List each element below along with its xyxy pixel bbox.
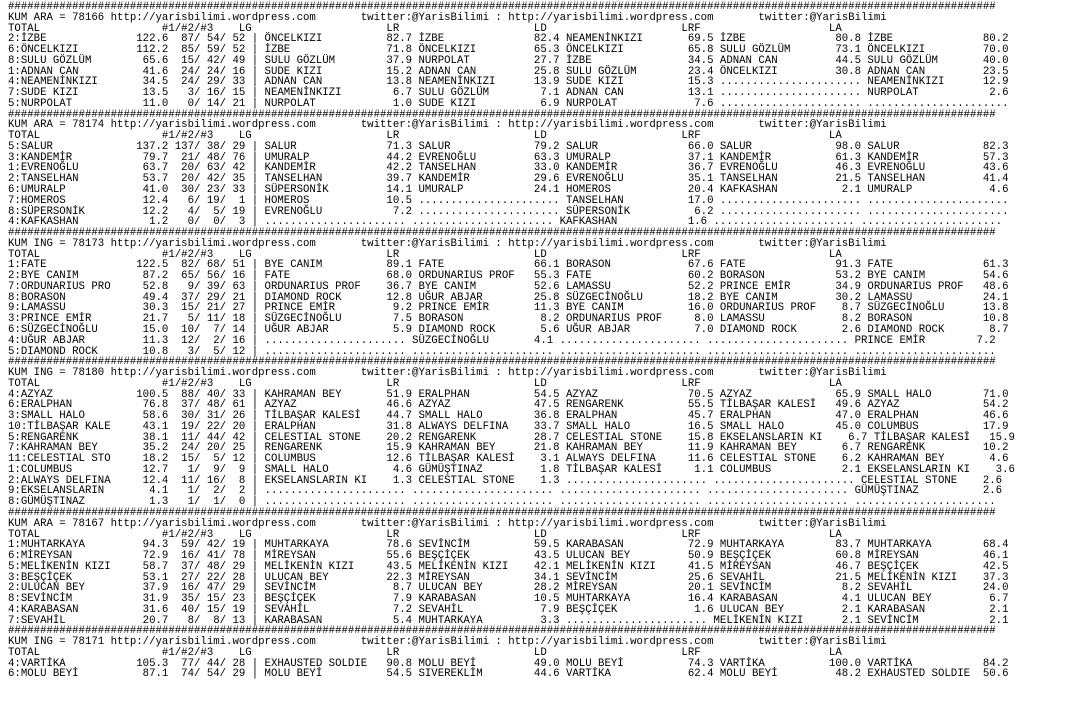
horse-row: 10:TİLBAŞAR KALE 43.1 19/ 22/ 20 | ERALPHAN 31.8 ALWAYS DELFINA 33.7 SMALL HALO 16.5 SMALL HALO 45.0 COLUMBUS 17.9 xyxy=(8,420,1009,433)
separator-line: ########################################################################################################################################################## xyxy=(8,1,996,13)
horse-row: 6:MİREYSAN 72.9 16/ 41/ 78 | MİREYSAN 55.6 BEŞÇİÇEK 43.5 ULUCAN BEY 50.9 BEŞÇİÇEK 60.8 MİREYSAN 46.1 xyxy=(8,550,1009,563)
horse-row: 7:HOMEROS 12.4 6/ 19/ 1 | HOMEROS 10.5 ...................... TANSELHAN 17.0 ...................... ...................... xyxy=(8,194,1009,207)
separator-line: ########################################################################################################################################################## xyxy=(8,227,996,240)
horse-row: 1:ADNAN CAN 41.6 24/ 24/ 16 | SUDE KIZI 15.2 ADNAN CAN 25.8 SULU GÖZLÜM 23.4 ÖNCELKIZI 30.8 ADNAN CAN 23.5 xyxy=(8,65,1009,78)
horse-row: 9:LAMASSU 30.3 15/ 21/ 27 | PRINCE EMİR 9.2 PRINCE EMİR 11.3 BYE CANIM 16.0 ORDUNARIUS PROF 8.7 SÜZGECİNOĞLU 13.8 xyxy=(8,302,1009,315)
race-stats-sheet xyxy=(8,2,1015,680)
horse-row: 2:ALWAYS DELFINA 12.4 11/ 16/ 8 | EKSELANSLARIN KI 1.3 CELESTIAL STONE 1.3 ...................... ...................... CELESTIAL STONE 2.6 xyxy=(8,474,1003,487)
race-header-line: KUM ING = 78171 http://yarisbilimi.wordpress.com twitter:@YarisBilimi : http://yarisbilimi.wordpress.com twitter:@YarisBilimi xyxy=(8,636,887,649)
horse-row: 7:KAHRAMAN BEY 35.2 24/ 20/ 25 | RENGARENK 15.9 KAHRAMAN BEY 21.8 KAHRAMAN BEY 11.9 KAHRAMAN BEY 6.7 RENGARENK 10.2 xyxy=(8,442,1009,455)
horse-row: 2:TANSELHAN 53.7 20/ 42/ 35 | TANSELHAN 39.7 KANDEMİR 29.6 EVRENOĞLU 35.1 TANSELHAN 21.5 TANSELHAN 41.4 xyxy=(8,173,1009,186)
race-header-line: KUM ARA = 78166 http://yarisbilimi.wordpress.com twitter:@YarisBilimi : http://yarisbilimi.wordpress.com twitter:@YarisBilimi xyxy=(8,11,887,24)
horse-row: 2:İZBE 122.6 87/ 54/ 52 | ÖNCELKIZI 82.7 İZBE 82.4 NEAMENİNKIZI 69.5 İZBE 80.8 İZBE 80.2 xyxy=(8,33,1009,46)
horse-row: 8:GÜMÜŞTINAZ 1.3 1/ 1/ 0 | ...................... ...................... ...................... ...................... ...................... xyxy=(8,496,996,509)
horse-row: 5:MELİKENİN KIZI 58.7 37/ 48/ 29 | MELİKENİN KIZI 43.5 MELİKENİN KIZI 42.1 MELİKENİN KIZI 41.5 MİREYSAN 46.7 BEŞÇİÇEK 42.5 xyxy=(8,560,1009,573)
separator-line: ########################################################################################################################################################## xyxy=(8,108,996,121)
separator-line: ########################################################################################################################################################## xyxy=(8,356,996,369)
horse-row: 4:VARTİKA 105.3 77/ 44/ 28 | EXHAUSTED SOLDIE 90.8 MOLU BEYİ 49.0 MOLU BEYİ 74.3 VARTİKA 100.0 VARTİKA 84.2 xyxy=(8,657,1009,670)
horse-row: 7:SEVAHİL 20.7 8/ 8/ 13 | KARABASAN 5.4 MUHTARKAYA 3.3 ...................... MELİKENİN KIZI 2.1 SEVİNCİM 2.1 xyxy=(8,614,1009,627)
column-header-line: TOTAL #1/#2/#3 LG LR LD LRF LA xyxy=(8,22,842,35)
horse-row: 6:UMURALP 41.0 30/ 23/ 33 | SÜPERSONİK 14.1 UMURALP 24.1 HOMEROS 20.4 KAFKASHAN 2.1 UMURALP 4.6 xyxy=(8,184,1009,197)
horse-row: 4:KARABASAN 31.6 40/ 15/ 19 | SEVAHİL 7.2 SEVAHİL 7.9 BEŞÇİÇEK 1.6 ULUCAN BEY 2.1 KARABASAN 2.1 xyxy=(8,603,1009,616)
horse-row: 2:BYE CANIM 87.2 65/ 56/ 16 | FATE 68.0 ORDUNARIUS PROF 55.3 FATE 60.2 BORASON 53.2 BYE CANIM 54.6 xyxy=(8,270,1009,283)
horse-row: 1:COLUMBUS 12.7 1/ 9/ 9 | SMALL HALO 4.6 GÜMÜŞTINAZ 1.8 TİLBAŞAR KALESİ 1.1 COLUMBUS 2.1 EKSELANSLARIN KI 3.6 xyxy=(8,463,1015,476)
horse-row: 6:ÖNCELKIZI 112.2 85/ 59/ 52 | İZBE 71.8 ÖNCELKIZI 65.3 ÖNCELKIZI 65.8 SULU GÖZLÜM 73.1 ÖNCELKIZI 70.0 xyxy=(8,44,1009,57)
horse-row: 7:SUDE KIZI 13.5 3/ 16/ 15 | NEAMENİNKIZI 6.7 SULU GÖZLÜM 7.1 ADNAN CAN 13.1 ...................... NURPOLAT 2.6 xyxy=(8,87,1009,100)
separator-line: ########################################################################################################################################################## xyxy=(8,506,996,519)
horse-row: 9:EKSELANSLARIN 4.1 1/ 2/ 2 | ...................... ...................... ...................... ...................... GÜMÜŞTINAZ 2.6 xyxy=(8,485,1003,498)
horse-row: 1:FATE 122.5 82/ 68/ 51 | BYE CANIM 89.1 FATE 66.1 BORASON 67.6 FATE 91.3 FATE 61.3 xyxy=(8,259,1009,272)
horse-row: 8:BORASON 49.4 37/ 29/ 21 | DIAMOND ROCK 12.8 UĞUR ABJAR 25.8 SÜZGECİNOĞLU 18.2 BYE CANIM 30.2 LAMASSU 24.1 xyxy=(8,291,1009,304)
horse-row: 5:RENGARENK 38.1 11/ 44/ 42 | CELESTIAL STONE 20.2 RENGARENK 28.7 CELESTIAL STONE 15.8 EKSELANSLARIN KI 6.7 TİLBAŞAR KALESİ 15.9 xyxy=(8,431,1015,444)
separator-line: ########################################################################################################################################################## xyxy=(8,625,996,638)
horse-row: 6:MOLU BEYİ 87.1 74/ 54/ 29 | MOLU BEYİ 54.5 SIVEREKLİM 44.6 VARTİKA 62.4 MOLU BEYİ 48.2 EXHAUSTED SOLDIE 50.6 xyxy=(8,668,1009,681)
horse-row: 3:KANDEMİR 79.7 21/ 48/ 76 | UMURALP 44.2 EVRENOĞLU 63.3 UMURALP 37.1 KANDEMİR 61.3 KANDEMİR 57.3 xyxy=(8,151,1009,164)
horse-row: 3:PRINCE EMİR 21.7 5/ 11/ 18 | SÜZGECİNOĞLU 7.5 BORASON 8.2 ORDUNARIUS PROF 8.0 LAMASSU 8.2 BORASON 10.8 xyxy=(8,313,1009,326)
horse-row: 5:NURPOLAT 11.0 0/ 14/ 21 | NURPOLAT 1.0 SUDE KIZI 6.9 NURPOLAT 7.6 ...................... ...................... xyxy=(8,97,1009,110)
race-header-line: KUM ING = 78180 http://yarisbilimi.wordpress.com twitter:@YarisBilimi : http://yarisbilimi.wordpress.com twitter:@YarisBilimi xyxy=(8,367,887,380)
horse-row: 8:SEVİNCİM 31.9 35/ 15/ 23 | BEŞÇİÇEK 7.9 KARABASAN 10.5 MUHTARKAYA 16.4 KARABASAN 4.1 ULUCAN BEY 6.7 xyxy=(8,593,1009,606)
horse-row: 5:DIAMOND ROCK 10.8 3/ 5/ 12 | ...................... ...................... ...................... ...................... ...................... xyxy=(8,345,996,358)
horse-row: 1:EVRENOĞLU 63.7 20/ 63/ 42 | KANDEMİR 42.2 TANSELHAN 33.0 KANDEMİR 36.7 EVRENOĞLU 46.3 EVRENOĞLU 43.6 xyxy=(8,162,1009,175)
race-header-line: KUM ARA = 78167 http://yarisbilimi.wordpress.com twitter:@YarisBilimi : http://yarisbilimi.wordpress.com twitter:@YarisBilimi xyxy=(8,517,887,530)
horse-row: 8:SULU GÖZLÜM 65.6 15/ 42/ 49 | SULU GÖZLÜM 37.9 NURPOLAT 27.7 İZBE 34.5 ADNAN CAN 44.5 SULU GÖZLÜM 40.0 xyxy=(8,54,1009,67)
race-header-line: KUM ING = 78173 http://yarisbilimi.wordpress.com twitter:@YarisBilimi : http://yarisbilimi.wordpress.com twitter:@YarisBilimi xyxy=(8,237,887,250)
column-header-line: TOTAL #1/#2/#3 LG LR LD LRF LA xyxy=(8,377,842,390)
horse-row: 4:UĞUR ABJAR 11.3 12/ 2/ 16 | ...................... SÜZGECİNOĞLU 4.1 ...................... ...................... PRINCE EMİR 7.2 xyxy=(8,334,996,347)
column-header-line: TOTAL #1/#2/#3 LG LR LD LRF LA xyxy=(8,130,842,143)
horse-row: 7:ORDUNARIUS PRO 52.8 9/ 39/ 63 | ORDUNARIUS PROF 36.7 BYE CANIM 52.6 LAMASSU 52.2 PRINCE EMİR 34.9 ORDUNARIUS PROF 48.6 xyxy=(8,280,1009,293)
race-header-line: KUM ARA = 78174 http://yarisbilimi.wordpress.com twitter:@YarisBilimi : http://yarisbilimi.wordpress.com twitter:@YarisBilimi xyxy=(8,119,887,132)
horse-row: 3:BEŞÇİÇEK 53.1 27/ 22/ 28 | ULUCAN BEY 22.3 MİREYSAN 34.1 SEVİNCİM 25.6 SEVAHİL 21.5 MELİKENİN KIZI 37.3 xyxy=(8,571,1009,584)
horse-row: 6:SÜZGECİNOĞLU 15.0 10/ 7/ 14 | UĞUR ABJAR 5.9 DIAMOND ROCK 5.6 UĞUR ABJAR 7.0 DIAMOND ROCK 2.6 DIAMOND ROCK 8.7 xyxy=(8,323,1009,336)
horse-row: 2:ULUCAN BEY 37.9 16/ 47/ 29 | SEVİNCİM 8.7 ULUCAN BEY 28.2 MİREYSAN 20.1 SEVİNCİM 8.2 SEVAHİL 24.0 xyxy=(8,582,1009,595)
column-header-line: TOTAL #1/#2/#3 LG LR LD LRF LA xyxy=(8,528,842,541)
horse-row: 6:ERALPHAN 76.8 37/ 48/ 61 | AZYAZ 46.6 AZYAZ 47.5 RENGARENK 55.5 TİLBAŞAR KALESİ 49.6 AZYAZ 54.2 xyxy=(8,399,1009,412)
horse-row: 1:MUHTARKAYA 94.3 59/ 42/ 19 | MUHTARKAYA 78.6 SEVİNCİM 59.5 KARABASAN 72.9 MUHTARKAYA 83.7 MUHTARKAYA 68.4 xyxy=(8,539,1009,552)
horse-row: 3:SMALL HALO 58.6 30/ 31/ 26 | TİLBAŞAR KALESİ 44.7 SMALL HALO 36.8 ERALPHAN 45.7 ERALPHAN 47.0 ERALPHAN 46.6 xyxy=(8,410,1009,423)
horse-row: 4:AZYAZ 100.5 88/ 40/ 33 | KAHRAMAN BEY 51.9 ERALPHAN 54.5 AZYAZ 70.5 AZYAZ 65.9 SMALL HALO 71.0 xyxy=(8,388,1009,401)
horse-row: 4:NEAMENİNKIZI 34.5 24/ 29/ 33 | ADNAN CAN 13.8 NEAMENİNKIZI 13.9 SUDE KIZI 15.3 ...................... NEAMENİNKIZI 12.9 xyxy=(8,76,1009,89)
column-header-line: TOTAL #1/#2/#3 LG LR LD LRF LA xyxy=(8,248,842,261)
horse-row: 4:KAFKASHAN 1.2 0/ 0/ 3 | ...................... ...................... KAFKASHAN 1.6 ...................... ...................... xyxy=(8,216,1003,229)
column-header-line: TOTAL #1/#2/#3 LG LR LD LRF LA xyxy=(8,646,842,659)
horse-row: 5:SALUR 137.2 137/ 38/ 29 | SALUR 71.3 SALUR 79.2 SALUR 66.0 SALUR 98.0 SALUR 82.3 xyxy=(8,140,1009,153)
horse-row: 11:CELESTIAL STO 18.2 15/ 5/ 12 | COLUMBUS 12.6 TİLBAŞAR KALESİ 3.1 ALWAYS DELFINA 11.6 CELESTIAL STONE 6.2 KAHRAMAN BEY 4.6 xyxy=(8,453,1009,466)
horse-row: 8:SÜPERSONİK 12.2 4/ 5/ 19 | EVRENOĞLU 7.2 ...................... SÜPERSONİK 6.2 ...................... ...................... xyxy=(8,205,1009,218)
